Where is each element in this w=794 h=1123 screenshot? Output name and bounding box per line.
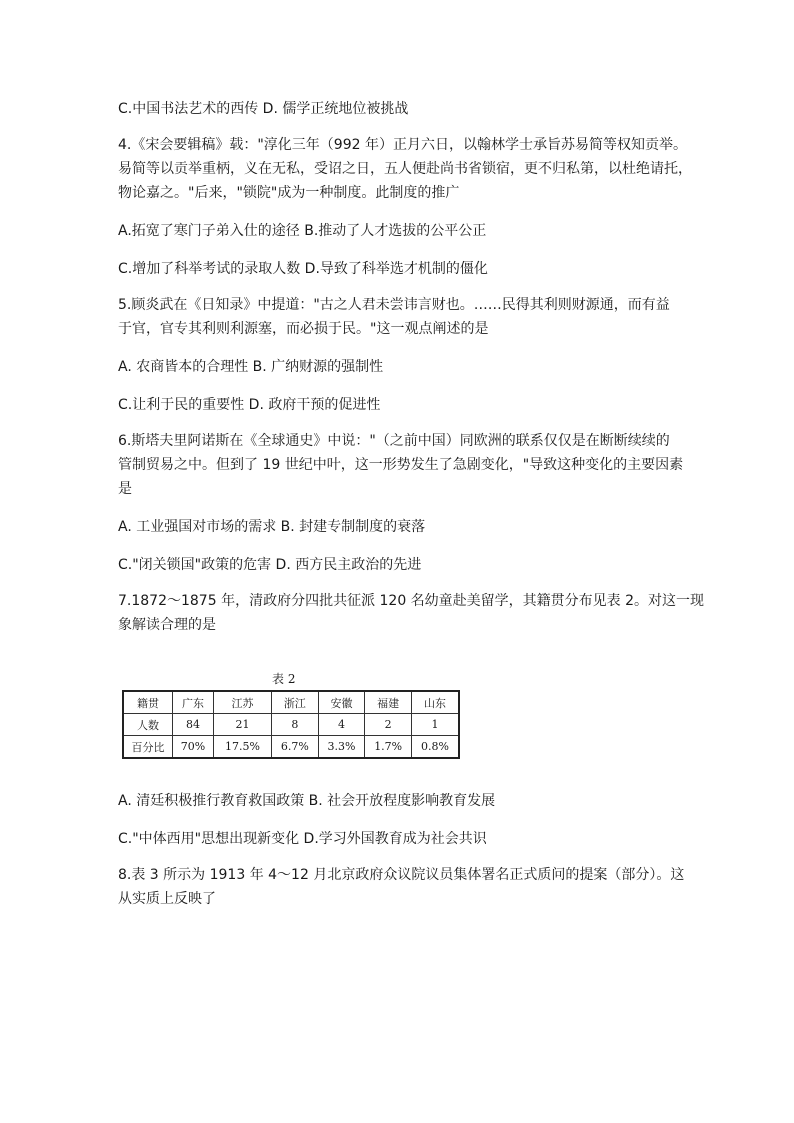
enrollment-table — [122, 690, 460, 759]
table-cell: 70% — [173, 736, 214, 759]
table-row — [123, 691, 459, 714]
q7-options-cd: C."中体西用"思想出现新变化 D.学习外国教育成为社会共识 — [118, 831, 487, 847]
table-cell: 安徽 — [318, 691, 365, 714]
table-cell: 1.7% — [365, 736, 412, 759]
table-cell: 广东 — [173, 691, 214, 714]
q4-options-ab: A.拓宽了寒门子弟入仕的途径 B.推动了人才选拔的公平公正 — [118, 223, 487, 239]
table-cell: 6.7% — [271, 736, 318, 759]
q4-stem-line-2: 易简等以贡举重柄，义在无私，受诏之日，五人便赴尚书省锁宿，更不归私第，以杜绝请托， — [118, 161, 692, 177]
q8-stem-line-2: 从实质上反映了 — [118, 891, 216, 907]
q7-stem-line-2: 象解读合理的是 — [118, 617, 216, 633]
table-cell: 福建 — [365, 691, 412, 714]
table-cell: 浙江 — [271, 691, 318, 714]
table-row — [123, 736, 459, 759]
table-caption: 表 2 — [272, 672, 296, 686]
table-row — [123, 714, 459, 736]
table-cell: 山东 — [412, 691, 460, 714]
q5-options-cd: C.让利于民的重要性 D. 政府干预的促进性 — [118, 397, 381, 413]
q7-stem-line-1: 7.1872～1875 年，清政府分四批共征派 120 名幼童赴美留学，其籍贯分布见表 2。对这一现 — [118, 593, 705, 609]
q5-options-ab: A. 农商皆本的合理性 B. 广纳财源的强制性 — [118, 359, 384, 375]
q8-stem-line-1: 8.表 3 所示为 1913 年 4～12 月北京政府众议院议员集体署名正式质问的提案（部分）。这 — [118, 867, 685, 883]
table-cell: 21 — [214, 714, 272, 736]
table-cell: 84 — [173, 714, 214, 736]
q6-stem-line-3: 是 — [118, 481, 132, 497]
table-cell: 3.3% — [318, 736, 365, 759]
q4-options-cd: C.增加了科举考试的录取人数 D.导致了科举选才机制的僵化 — [118, 261, 488, 277]
q6-stem-line-2: 管制贸易之中。但到了 19 世纪中叶，这一形势发生了急剧变化，"导致这种变化的主要因素 — [118, 457, 684, 473]
q4-stem-line-3: 物论嘉之。"后来，"锁院"成为一种制度。此制度的推广 — [118, 185, 460, 201]
table-cell: 江苏 — [214, 691, 272, 714]
table-cell: 4 — [318, 714, 365, 736]
table-cell: 17.5% — [214, 736, 272, 759]
q3-options-cd: C.中国书法艺术的西传 D. 儒学正统地位被挑战 — [118, 101, 409, 117]
table-cell: 1 — [412, 714, 460, 736]
table-cell: 籍贯 — [123, 691, 173, 714]
q5-stem-line-2: 于官，官专其利则利源塞，而必损于民。"这一观点阐述的是 — [118, 321, 489, 337]
table-cell: 百分比 — [123, 736, 173, 759]
q6-options-cd: C."闭关锁国"政策的危害 D. 西方民主政治的先进 — [118, 557, 422, 573]
q6-options-ab: A. 工业强国对市场的需求 B. 封建专制制度的衰落 — [118, 519, 426, 535]
table-cell: 人数 — [123, 714, 173, 736]
q4-stem-line-1: 4.《宋会要辑稿》载："淳化三年（992 年）正月六日，以翰林学士承旨苏易简等权知贡举。 — [118, 137, 687, 153]
q7-options-ab: A. 清廷积极推行教育救国政策 B. 社会开放程度影响教育发展 — [118, 793, 496, 809]
q6-stem-line-1: 6.斯塔夫里阿诺斯在《全球通史》中说："（之前中国）同欧洲的联系仅仅是在断断续续的 — [118, 433, 670, 449]
table-cell: 2 — [365, 714, 412, 736]
q5-stem-line-1: 5.顾炎武在《日知录》中提道："古之人君未尝讳言财也。……民得其利则财源通，而有益 — [118, 297, 670, 313]
table-cell: 8 — [271, 714, 318, 736]
table-cell: 0.8% — [412, 736, 460, 759]
